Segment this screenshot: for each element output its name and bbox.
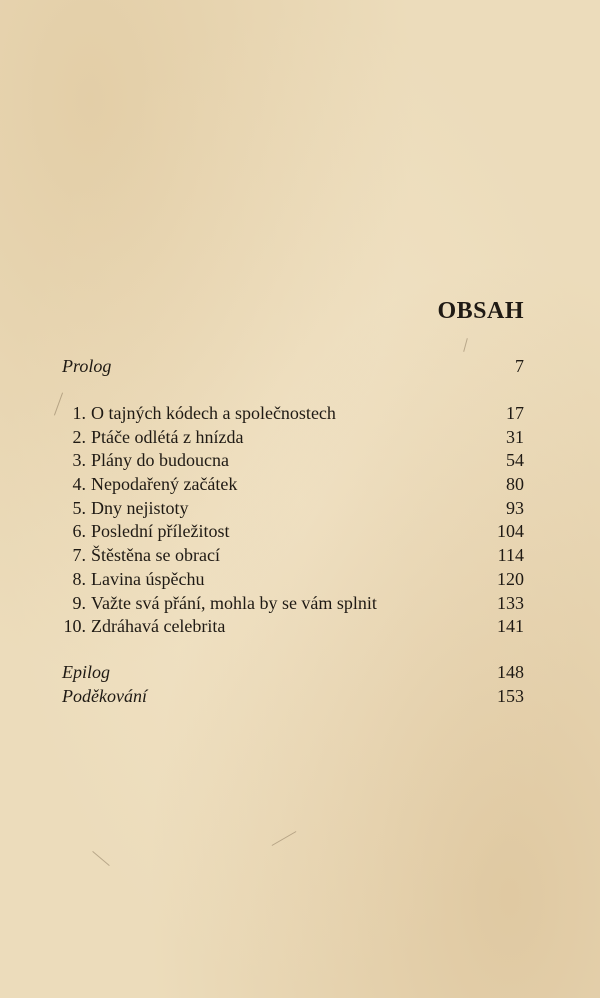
- toc-entry-number: 6.: [72, 521, 86, 542]
- toc-entry-label: Nepodařený začátek: [91, 474, 238, 495]
- toc-entry-number: 1.: [72, 403, 86, 423]
- toc-entry-page: 133: [497, 592, 524, 613]
- toc-entry-label: Epilog: [62, 662, 110, 682]
- toc-entry-chapter: [62, 615, 524, 639]
- toc-entry-page: 17: [506, 403, 524, 423]
- toc-entry-page: 54: [506, 450, 524, 471]
- toc-back-matter: [62, 661, 524, 708]
- toc-entry-chapter: [62, 520, 524, 544]
- page-title: OBSAH: [437, 298, 524, 325]
- toc-entry-number: 9.: [72, 592, 86, 613]
- toc-entry-page: 93: [506, 497, 524, 518]
- toc-entry-page: 120: [497, 568, 524, 589]
- toc-entry-page: 153: [497, 685, 524, 706]
- toc-entry-number: 3.: [72, 450, 86, 471]
- toc-entry-number: 10.: [63, 616, 86, 637]
- toc-entry-label: Zdráhavá celebrita: [91, 616, 226, 637]
- toc-entry-number: 8.: [72, 568, 86, 589]
- toc-entry-chapter: [62, 402, 524, 426]
- toc-prolog: [62, 355, 524, 379]
- toc-entry-label: Važte svá přání, mohla by se vám splnit: [91, 592, 377, 613]
- toc-entry-label: O tajných kódech a společnostech: [91, 403, 336, 423]
- toc-entry-page: 104: [497, 521, 524, 542]
- toc-entry-chapter: [62, 426, 524, 450]
- toc-entry-page: 31: [506, 426, 524, 447]
- toc-entry-page: 114: [497, 545, 524, 566]
- toc-entry-chapter: [62, 449, 524, 473]
- toc-entry-number: 4.: [72, 474, 86, 495]
- toc-entry-prolog: [62, 355, 524, 379]
- toc-entry-chapter: [62, 592, 524, 616]
- toc-entry-page: 141: [497, 616, 524, 637]
- toc-chapters: [62, 402, 524, 639]
- toc-entry-chapter: [62, 544, 524, 568]
- toc-entry-label: Poděkování: [62, 685, 147, 706]
- toc-entry-epilog: [62, 661, 524, 685]
- toc-entry-page: 148: [497, 662, 524, 682]
- toc-entry-label: Prolog: [62, 356, 112, 376]
- toc-entry-number: 5.: [72, 497, 86, 518]
- toc-entry-label: Štěstěna se obrací: [91, 545, 220, 566]
- toc-entry-chapter: [62, 568, 524, 592]
- toc-entry-label: Poslední příležitost: [91, 521, 230, 542]
- toc-entry-number: 2.: [72, 426, 86, 447]
- toc-entry-number: 7.: [72, 545, 86, 566]
- toc-entry-acknowledgements: [62, 685, 524, 709]
- toc-entry-label: Lavina úspěchu: [91, 568, 205, 589]
- paper-fiber-mark: [92, 851, 109, 866]
- toc-entry-page: 80: [506, 474, 524, 495]
- paper-fiber-mark: [272, 831, 297, 846]
- toc-entry-chapter: [62, 497, 524, 521]
- toc-entry-label: Ptáče odlétá z hnízda: [91, 426, 244, 447]
- toc-entry-label: Dny nejistoty: [91, 497, 189, 518]
- toc-entry-page: 7: [515, 356, 524, 376]
- toc-entry-label: Plány do budoucna: [91, 450, 229, 471]
- paper-fiber-mark: [463, 338, 468, 352]
- toc-entry-chapter: [62, 473, 524, 497]
